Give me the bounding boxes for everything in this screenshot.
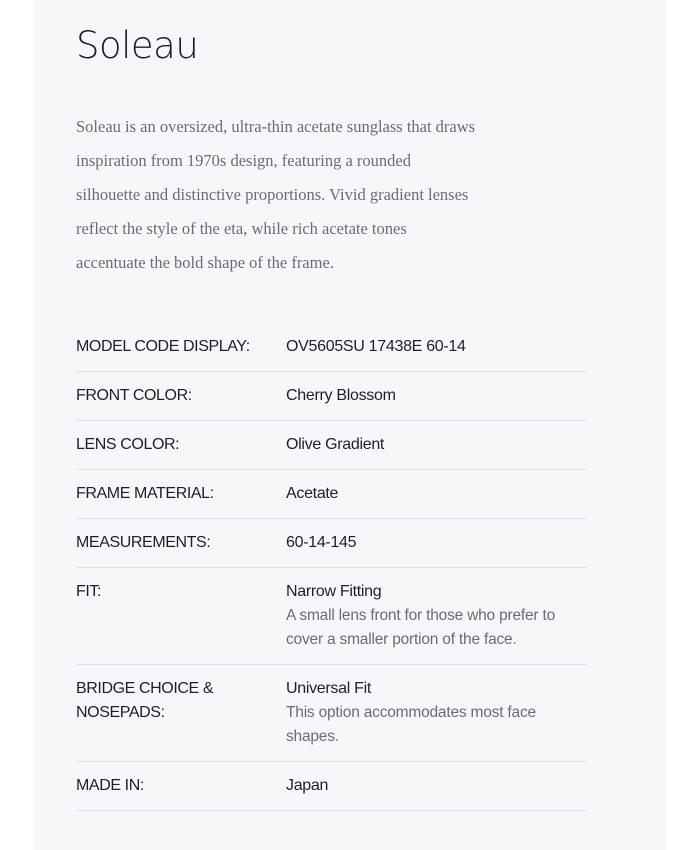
spec-label: BRIDGE CHOICE & NOSEPADS: — [76, 680, 214, 721]
spec-value — [286, 335, 587, 359]
spec-value — [286, 384, 587, 408]
product-title: Soleau — [76, 24, 199, 67]
spec-value — [286, 482, 587, 506]
spec-label: FIT: — [76, 583, 102, 600]
spec-label: LENS COLOR: — [76, 436, 180, 453]
spec-label: MODEL CODE DISPLAY: — [76, 338, 250, 355]
spec-table — [76, 323, 587, 811]
spec-label: FRONT COLOR: — [76, 387, 192, 404]
spec-row-fit — [76, 568, 587, 665]
spec-row-made-in — [76, 762, 587, 811]
spec-value — [286, 580, 587, 652]
product-details-panel — [34, 0, 666, 850]
spec-value — [286, 774, 587, 798]
spec-value — [286, 677, 587, 749]
spec-row-frame-material — [76, 470, 587, 519]
product-description: Soleau is an oversized, ultra-thin acetate sunglass that draws inspiration from 1970s design, featuring a rounded silhouette and distinctive proportions. Vivid gradient lenses reflect the style of the eta, while rich acetate tones accentuate the bold shape of the frame. — [76, 117, 476, 272]
spec-value-text: 60-14-145 — [286, 534, 357, 551]
spec-note: A small lens front for those who prefer to cover a smaller portion of the face. — [286, 607, 556, 648]
spec-row-bridge-nosepads — [76, 665, 587, 762]
spec-value-text: Acetate — [286, 485, 339, 502]
spec-row-lens-color — [76, 421, 587, 470]
spec-value-text: Universal Fit — [286, 680, 372, 697]
spec-value — [286, 531, 587, 555]
spec-row-front-color — [76, 372, 587, 421]
spec-label: MEASUREMENTS: — [76, 534, 211, 551]
spec-label: MADE IN: — [76, 777, 144, 794]
spec-value-text: Olive Gradient — [286, 436, 385, 453]
spec-label: FRAME MATERIAL: — [76, 485, 214, 502]
spec-row-model-code — [76, 323, 587, 372]
spec-value — [286, 433, 587, 457]
spec-value-text: Cherry Blossom — [286, 387, 396, 404]
spec-row-measurements — [76, 519, 587, 568]
spec-note: This option accommodates most face shapes. — [286, 704, 536, 745]
spec-value-text: Japan — [286, 777, 329, 794]
product-details-content — [76, 0, 587, 811]
spec-value-text: OV5605SU 17438E 60-14 — [286, 338, 466, 355]
spec-value-text: Narrow Fitting — [286, 583, 382, 600]
